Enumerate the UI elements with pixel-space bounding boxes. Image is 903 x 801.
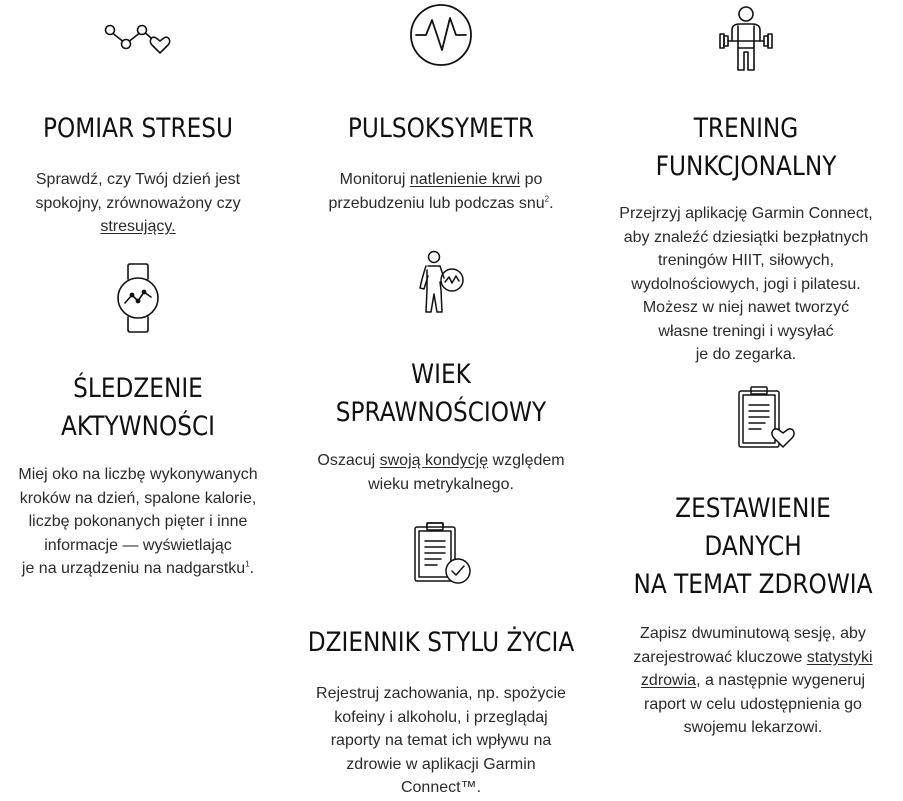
fitnessage-link[interactable]: swoją kondycję [379, 452, 489, 469]
weightlifter-icon [716, 4, 776, 72]
clipboard-check-icon [413, 521, 473, 585]
feature-title: POMIAR STRESU [42, 113, 234, 144]
person-chart-icon [414, 250, 468, 314]
smartwatch-chart-icon [114, 263, 162, 333]
feature-title-line2: NA TEMAT ZDROWIA [633, 569, 873, 600]
feature-title-line2: AKTYWNOŚCI [60, 411, 216, 442]
feature-title: PULSOKSYMETR [347, 113, 535, 144]
feature-description: Miej oko na liczbę wykonywanych kroków na dzień, spalone kalorie, liczbę pokonanych pięter i inne informacje — wyświetlając je na urządzeniu na nadgarstku$^1$. [18, 466, 258, 577]
feature-functional [596, 110, 896, 367]
feature-title: DZIENNIK STYLU ŻYCIA [307, 627, 575, 658]
feature-pulseox [296, 110, 586, 215]
feature-description: Monitoruj natlenienie krwi po przebudzeniu lub podczas snu$^2$. [328, 171, 554, 212]
feature-title: WIEK SPRAWNOŚCIOWY [335, 359, 547, 428]
feature-title-line2: FUNKCJONALNY [655, 151, 837, 182]
feature-description: Oszacuj swoją kondycję względem wieku metrykalnego. [317, 452, 565, 493]
feature-fitnessage [286, 356, 596, 496]
feature-description: Rejestruj zachowania, np. spożycie kofeiny i alkoholu, i przeglądaj raporty na temat ich wpływu na zdrowie w aplikacji Garmin Connect™. [316, 685, 566, 796]
clipboard-heart-icon [737, 385, 795, 451]
feature-title-line1: ZESTAWIENIE DANYCH [675, 493, 831, 562]
feature-stress [0, 110, 276, 239]
feature-description: Zapisz dwuminutową sesję, aby zarejestrować kluczowe statystyki zdrowia, a następnie wygeneruj raport w celu udostępnienia go swojemu lekarzowi. [633, 625, 873, 736]
health-stats-link[interactable]: statystyki [806, 648, 873, 666]
feature-lifestyle [286, 624, 596, 800]
feature-activity [0, 370, 276, 581]
feature-title-line1: TRENING [693, 113, 799, 144]
pulseox-link[interactable]: natlenienie krwi [409, 171, 521, 188]
health-stats-link-cont[interactable]: zdrowia [640, 672, 697, 689]
feature-healthsnapshot [606, 490, 900, 740]
heart-rate-dots-icon [104, 22, 172, 56]
feature-description: Przejrzyj aplikację Garmin Connect, aby znaleźć dziesiątki bezpłatnych treningów HIIT, siłowych, wydolnościowych, jogi i pilatesu. Możesz w niej nawet tworzyć własne treningi i wysyłać je do zegarka. [619, 205, 873, 363]
feature-title-line1: ŚLEDZENIE [73, 373, 203, 404]
feature-description: Sprawdź, czy Twój dzień jest spokojny, zrównoważony czy stresujący. [35, 171, 241, 235]
heart-rate-circle-icon [408, 2, 474, 68]
stress-link[interactable]: stresujący. [100, 218, 176, 235]
